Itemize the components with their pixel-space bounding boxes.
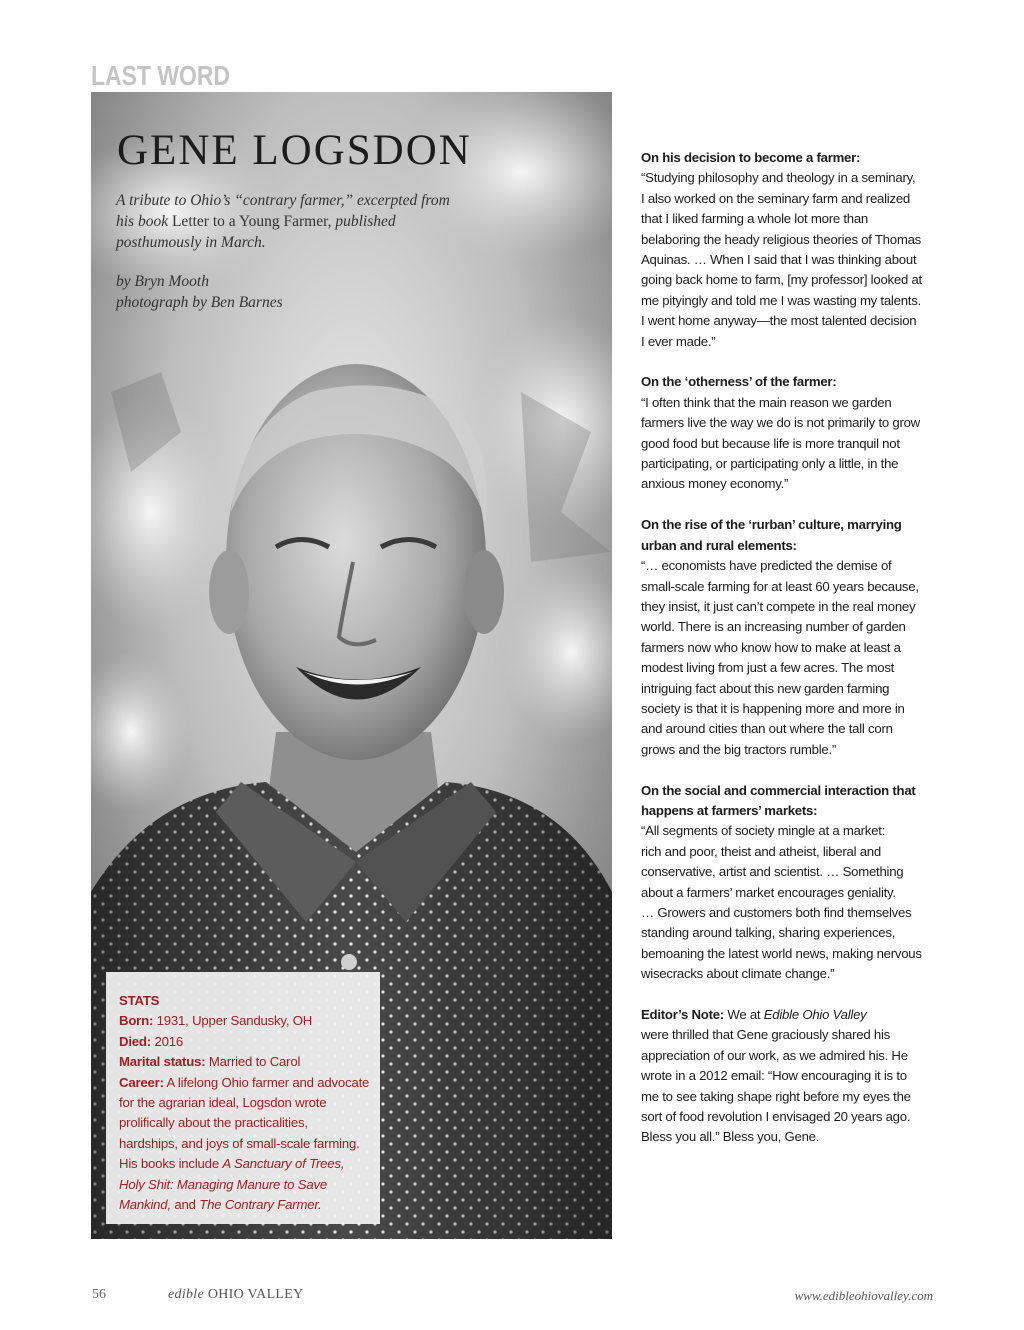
stats-marital-status: Marital status: Married to Carol bbox=[119, 1054, 301, 1070]
author-byline: by Bryn Mooth bbox=[116, 273, 209, 290]
page-title: GENE LOGSDON bbox=[117, 127, 472, 174]
quote-text: “All segments of society mingle at a market: rich and poor, theist and atheist, liberal and conservative, artist and scientist. … Something about a farmers’ market encourages geniality. … Growers and customers both find themselves standing around talking, sharing experiences, bemoaning the latest world news, making nervous wisecracks about climate change.” bbox=[641, 823, 922, 982]
quote-text: “I often think that the main reason we garden farmers live the way we do is not primarily to grow good food but because life is more tranquil not participating, or participating only a little, in the anxious money economy.” bbox=[641, 394, 920, 492]
book-sanctuary-of-trees: A Sanctuary of Trees, bbox=[222, 1156, 345, 1172]
editors-note: Editor’s Note: We at Edible Ohio Valley were thrilled that Gene graciously shared his appreciation of our work, as we admired his. He wrote in a 2012 email: “How encouraging it is to me to see taking shape right before my eyes the sort of food revolution I envisaged 20 years ago. Bless you all.” Bless you, Gene. bbox=[641, 1007, 911, 1145]
book-contrary-farmer: The Contrary Farmer. bbox=[199, 1197, 322, 1213]
stats-died: Died: 2016 bbox=[119, 1033, 183, 1049]
quote-block bbox=[641, 781, 941, 985]
editors-note-label: Editor’s Note: bbox=[641, 1007, 724, 1022]
stats-box bbox=[106, 972, 380, 1224]
quote-text: “… economists have predicted the demise of small-scale farming for at least 60 years because, they insist, it just can’t compete in the real money world. There is an increasing number of garden farmers now who know how to make at least a modest living from just a few acres. The most intriguing fact about this new garden farming society is that it is happening more and more in and around cities than out where the tall corn grows and the big tractors rumble.” bbox=[641, 558, 919, 757]
deck-text-2: published posthumously in March. bbox=[116, 213, 396, 251]
book-holy-shit: Holy Shit: Managing Manure to Save Mankind, bbox=[119, 1176, 327, 1213]
quote-heading: On the social and commercial interaction that happens at farmers’ markets: bbox=[641, 782, 916, 818]
quote-block bbox=[641, 148, 941, 352]
quote-heading: On the rise of the ‘rurban’ culture, marrying urban and rural elements: bbox=[641, 517, 902, 553]
quote-heading: On his decision to become a farmer: bbox=[641, 150, 861, 165]
quote-heading: On the ‘otherness’ of the farmer: bbox=[641, 374, 837, 390]
deck-book-title: Letter to a Young Farmer, bbox=[171, 213, 332, 230]
article-credits bbox=[116, 271, 283, 313]
stats-title: STATS bbox=[119, 993, 160, 1008]
stats-career: Career: A lifelong Ohio farmer and advocate for the agrarian ideal, Logsdon wrote prolifically about the practicalities, hardships, and joys of small-scale farming. His books include A Sanctuary of Trees, Holy Shit: Managing Manure to Save Mankind, and The Contrary Farmer. bbox=[119, 1074, 370, 1213]
publication-name: Edible Ohio Valley bbox=[763, 1007, 867, 1022]
stats-born: Born: 1931, Upper Sandusky, OH bbox=[119, 1013, 313, 1029]
quote-block bbox=[641, 515, 941, 760]
quotes-column bbox=[641, 148, 941, 1148]
quote-block bbox=[641, 372, 941, 494]
section-label: LAST WORD bbox=[91, 60, 231, 91]
publication-footer: edible OHIO VALLEY bbox=[168, 1287, 304, 1302]
page-number: 56 bbox=[92, 1287, 106, 1302]
quote-text: “Studying philosophy and theology in a seminary, I also worked on the seminary farm and realized that I liked farming a whole lot more than belaboring the heady religious theories of Thomas Aquinas. … When I said that I was thinking about going back home to farm, [my professor] looked at me pityingly and told me I was wasting my talents. I went home anyway—the most talented decision I ever made.” bbox=[641, 170, 922, 349]
website-url[interactable]: www.edibleohiovalley.com bbox=[794, 1288, 933, 1303]
deck-text-1: A tribute to Ohio’s “contrary farmer,” excerpted from his book bbox=[116, 192, 450, 230]
photo-credit: photograph by Ben Barnes bbox=[116, 294, 283, 311]
article-deck bbox=[116, 190, 466, 253]
